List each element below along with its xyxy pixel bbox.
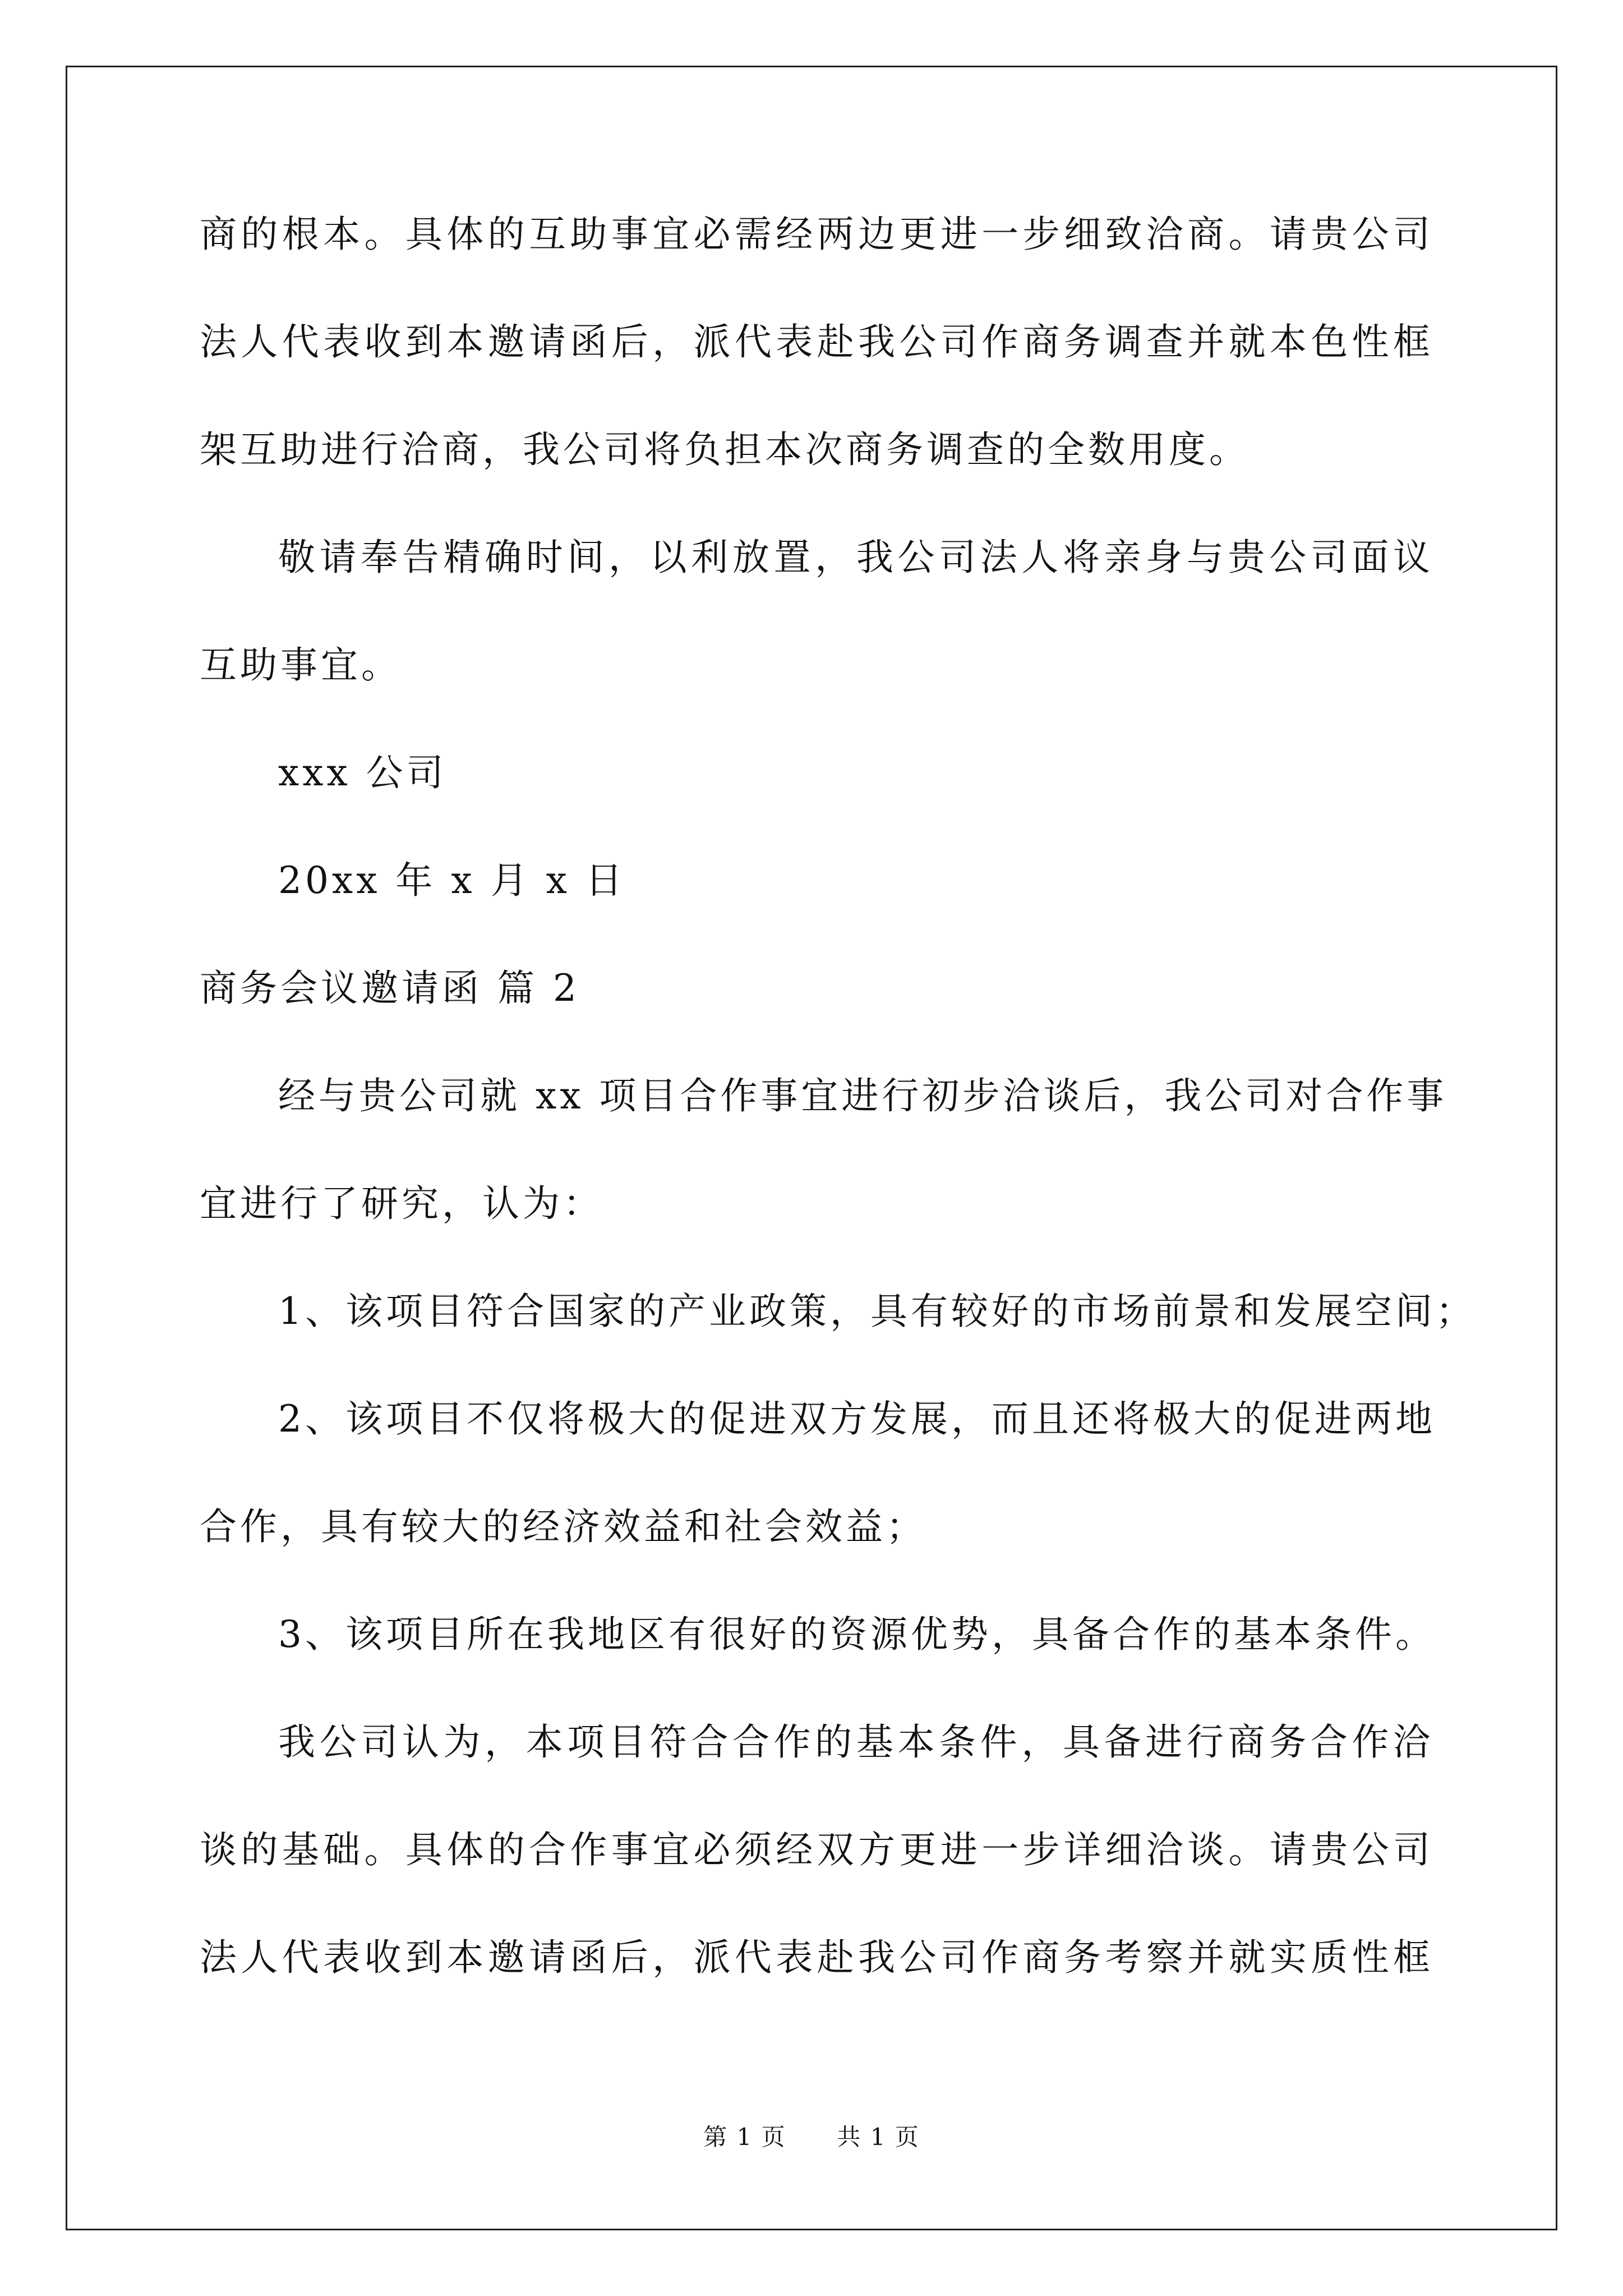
paragraph-line: 架互助进行洽商，我公司将负担本次商务调查的全数用度。 bbox=[200, 428, 1249, 471]
signature-company: xxx 公司 bbox=[278, 751, 447, 794]
paragraph-line: 宜进行了研究，认为： bbox=[200, 1182, 603, 1225]
page-number: 第 1 页 bbox=[703, 2123, 786, 2151]
paragraph-line: 谈的基础。具体的合作事宜必须经双方更进一步详细洽谈。请贵公司 bbox=[200, 1828, 1433, 1871]
paragraph-line: 商的根本。具体的互助事宜必需经两边更进一步细致洽商。请贵公司 bbox=[200, 213, 1433, 256]
paragraph-line: 互助事宜。 bbox=[200, 643, 402, 687]
list-item: 2、该项目不仅将极大的促进双方发展，而且还将极大的促进两地 bbox=[278, 1397, 1436, 1441]
paragraph-line: 合作，具有较大的经济效益和社会效益； bbox=[200, 1505, 926, 1548]
paragraph-line: 经与贵公司就 xx 项目合作事宜进行初步洽谈后，我公司对合作事 bbox=[278, 1074, 1447, 1117]
signature-date: 20xx 年 x 月 x 日 bbox=[278, 859, 626, 902]
page-footer bbox=[0, 2120, 1623, 2154]
paragraph-line: 法人代表收到本邀请函后，派代表赴我公司作商务考察并就实质性框 bbox=[200, 1936, 1433, 1979]
list-item: 3、该项目所在我地区有很好的资源优势，具备合作的基本条件。 bbox=[278, 1613, 1436, 1656]
paragraph-line: 敬请奉告精确时间，以利放置，我公司法人将亲身与贵公司面议 bbox=[278, 536, 1433, 579]
paragraph-line: 法人代表收到本邀请函后，派代表赴我公司作商务调查并就本色性框 bbox=[200, 320, 1433, 364]
section-heading: 商务会议邀请函 篇 2 bbox=[200, 967, 580, 1010]
list-item: 1、该项目符合国家的产业政策，具有较好的市场前景和发展空间； bbox=[278, 1290, 1476, 1333]
page-total: 共 1 页 bbox=[837, 2123, 920, 2151]
paragraph-line: 我公司认为，本项目符合合作的基本条件，具备进行商务合作洽 bbox=[278, 1720, 1433, 1764]
